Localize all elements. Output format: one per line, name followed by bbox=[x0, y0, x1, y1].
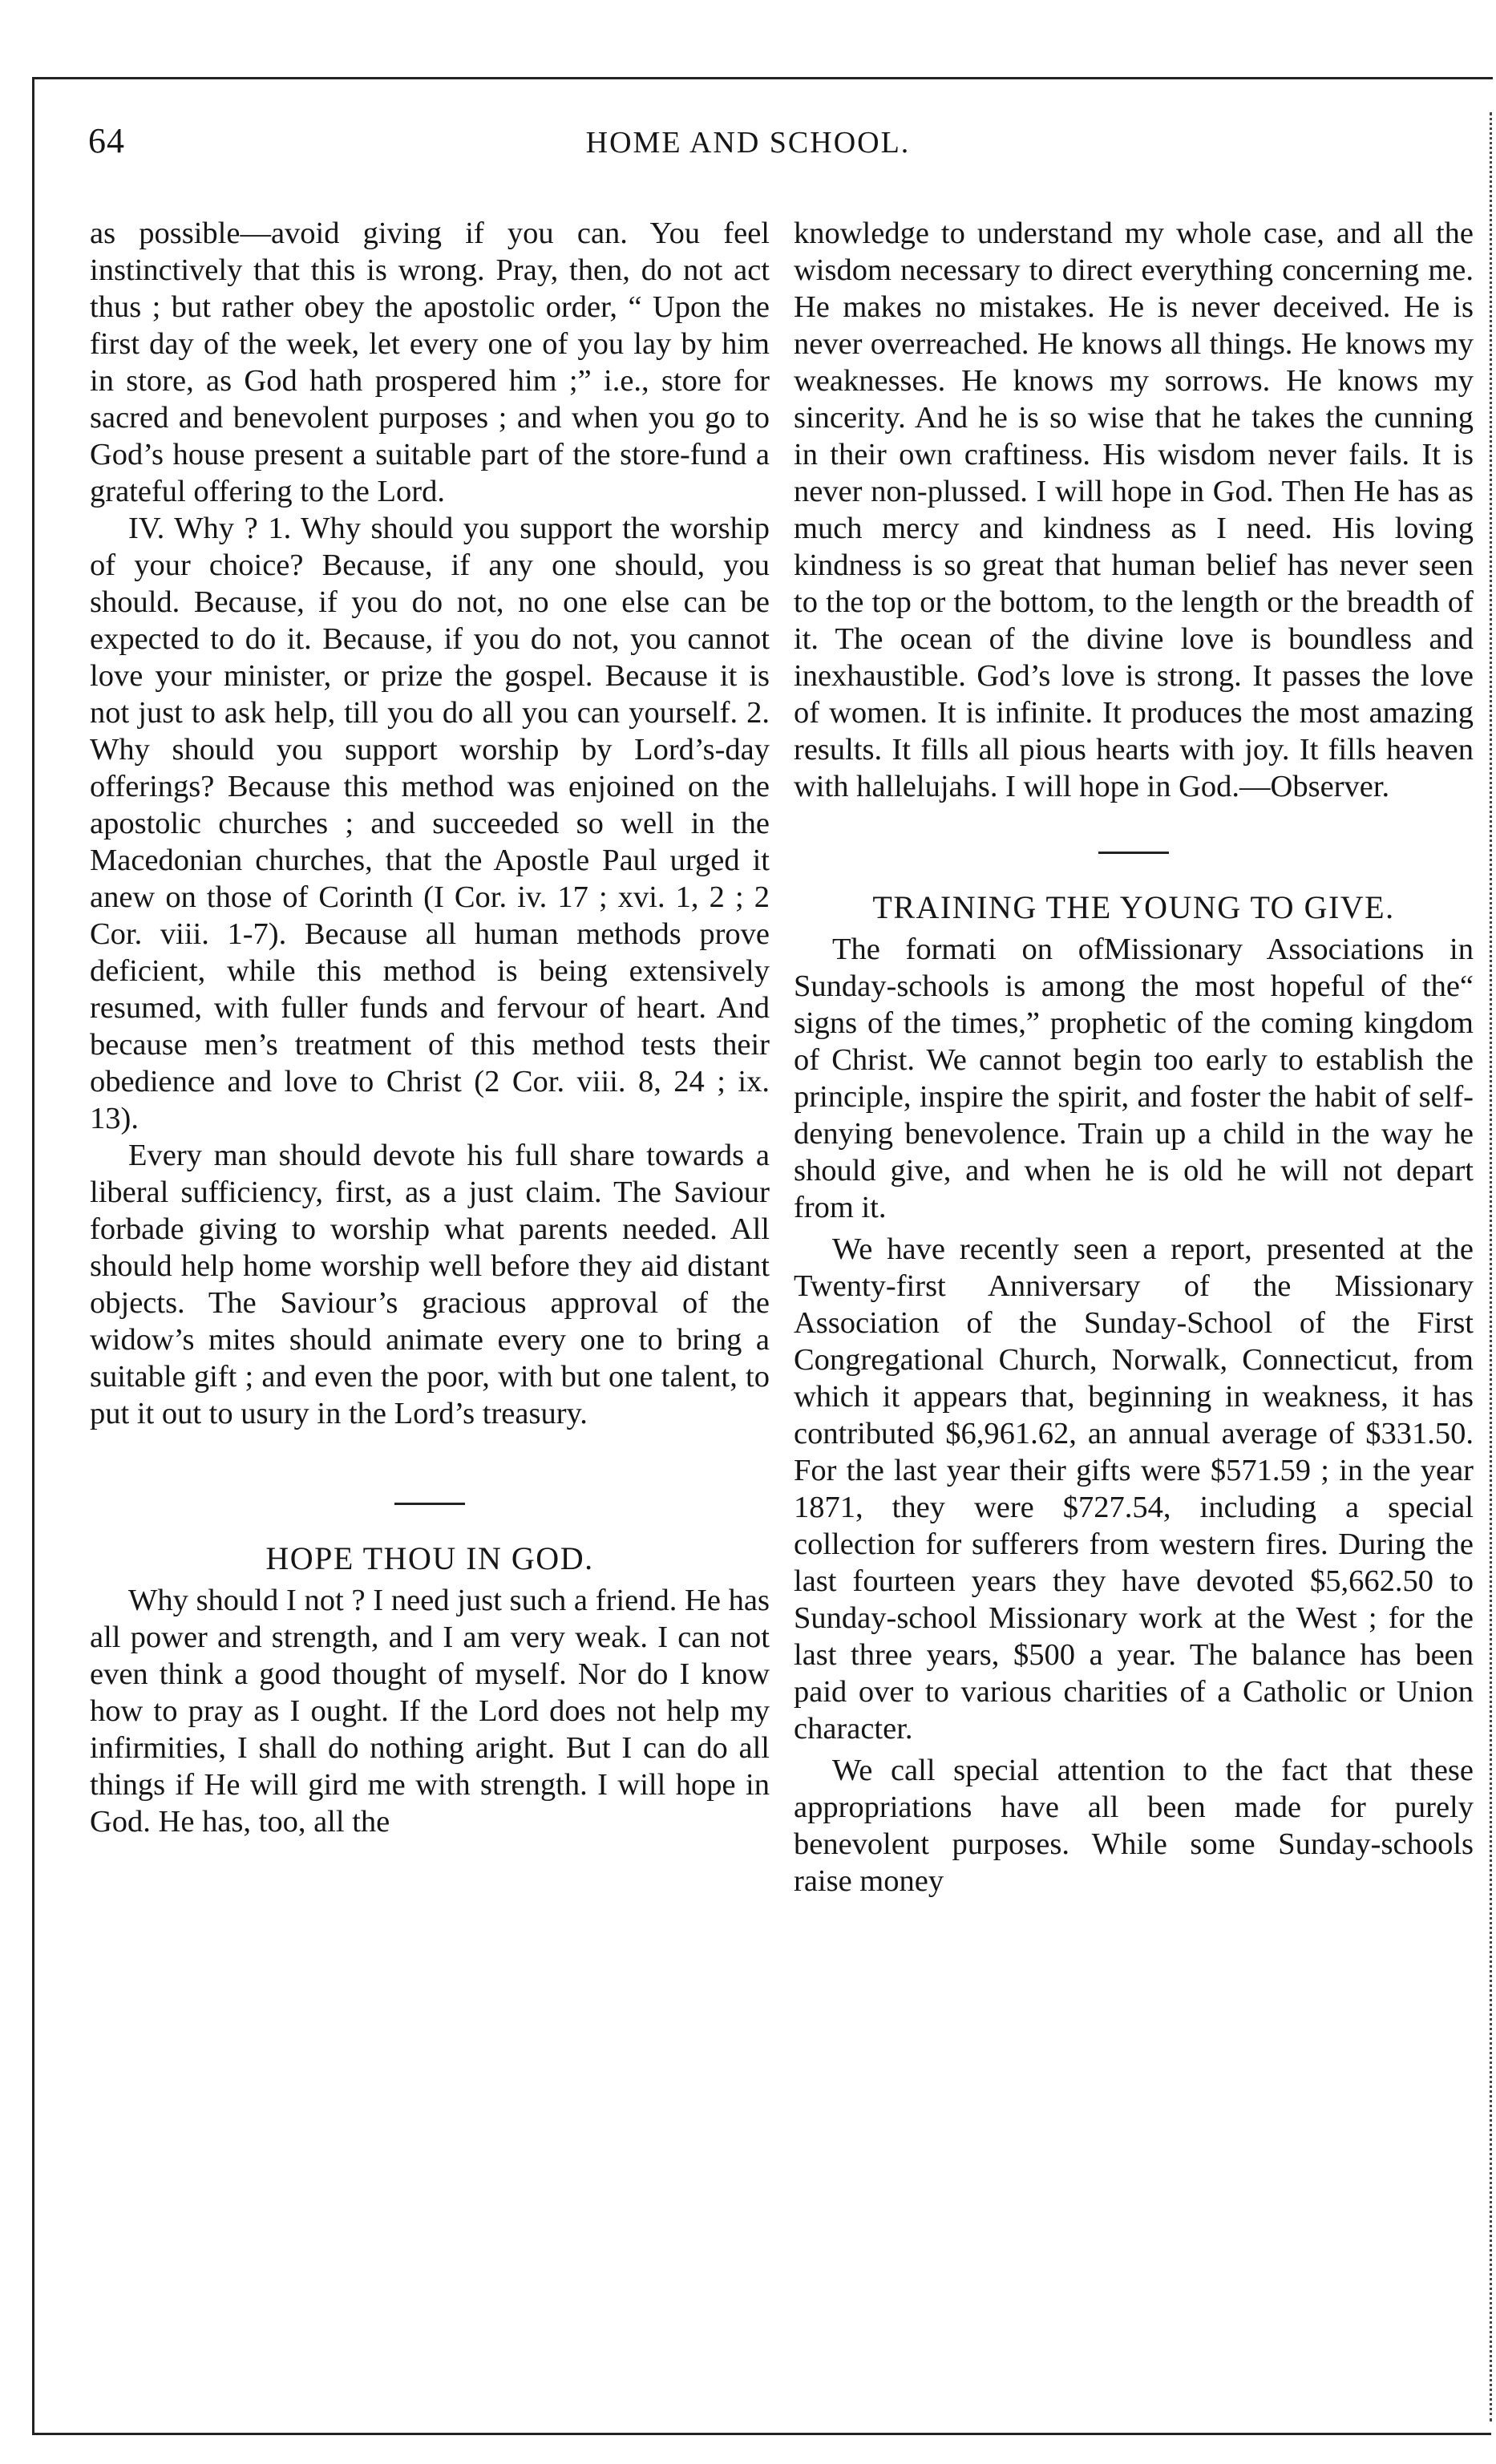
page-header bbox=[0, 120, 1496, 168]
paragraph-knowledge-hope-in-god: knowledge to understand my whole case, and all the wisdom necessary to direct everything concerning me. He makes no mistakes. He is never deceived. He is never overreached. He knows all things. He knows my weaknesses. He knows my sorrows. He knows my sincerity. And he is so wise that he takes the cunning in their own craftiness. His wisdom never fails. It is never non-plussed. I will hope in God. Then He has as much mercy and kindness as I need. His loving kindness is so great that human belief has never seen to the top or the bottom, to the length or the breadth of it. The ocean of the divine love is boundless and inexhaustible. God’s love is strong. It passes the love of women. It is infinite. It produces the most amazing results. It fills all pious hearts with joy. It fills heaven with hallelujahs. I will hope in God.—Observer. bbox=[794, 216, 1474, 803]
spacer bbox=[90, 1432, 770, 1503]
paragraph-special-attention: We call special attention to the fact that these appropriations have all been made for purely benevolent purposes. While some Sunday-schools raise money bbox=[794, 1754, 1474, 1898]
spacer bbox=[794, 854, 1474, 889]
page-border-bottom bbox=[32, 2433, 1491, 2435]
paragraph-why-should-i-not: Why should I not ? I need just such a friend. He has all power and strength, and I am very weak. I can not even think a good thought of myself. Nor do I know how to pray as I ought. If the Lord does not help my infirmities, I shall do nothing aright. But I can do all things if He will gird me with strength. I will hope in God. He has, too, all the bbox=[90, 1584, 770, 1839]
section-title-training-the-young: TRAINING THE YOUNG TO GIVE. bbox=[872, 889, 1395, 925]
page-border-right bbox=[1490, 112, 1492, 2422]
paragraph-norwalk-report: We have recently seen a report, presented at the Twenty-first Anniversary of the Missionary Association of the Sunday-School of the First Congregational Church, Norwalk, Connecticut, from which it appears that, beginning in weakness, it has contributed $6,961.62, an annual average of $331.50. For the last year their gifts were $571.59 ; in the year 1871, they were $727.54, including a special collection for sufferers from western fires. During the last fourteen years they have devoted $5,662.50 to Sunday-school Missionary work at the West ; for the last three years, $500 a year. The balance has been paid over to various charities of a Catholic or Union character. bbox=[794, 1232, 1474, 1746]
left-column bbox=[90, 215, 770, 1840]
paragraph-every-man-should-devote: Every man should devote his full share towards a liberal sufficiency, first, as a just claim. The Saviour forbade giving to worship what parents needed. All should help home worship well before they aid distant objects. The Saviour’s gracious approval of the widow’s mites should animate every one to bring a suitable gift ; and even the poor, with but one talent, to put it out to usury in the Lord’s treasury. bbox=[90, 1139, 770, 1430]
running-title: HOME AND SCHOOL. bbox=[585, 126, 911, 160]
paragraph-giving-advice: as possible—avoid giving if you can. You feel instinctively that this is wrong. Pray, then, do not act thus ; but rather obey the apostolic order, “ Upon the first day of the week, let every one of you lay by him in store, as God hath prospered him ;” i.e., store for sacred and benevolent purposes ; and when you go to God’s house present a suitable part of the store-fund a grateful offering to the Lord. bbox=[90, 216, 770, 508]
paragraph-missionary-associations: The formati on ofMissionary Associations in Sunday-schools is among the most hopeful of the“ signs of the times,” prophetic of the coming kingdom of Christ. We cannot begin too early to establish the principle, inspire the spirit, and foster the habit of self-denying benevolence. Train up a child in the way he should give, and when he is old he will not depart from it. bbox=[794, 933, 1474, 1224]
paragraph-why-support-worship: IV. Why ? 1. Why should you support the worship of your choice? Because, if any one should, you should. Because, if you do not, no one else can be expected to do it. Because, if you do not, you cannot love your minister, or prize the gospel. Because it is not just to ask help, till you do all you can yourself. 2. Why should you support worship by Lord’s-day offerings? Because this method was enjoined on the apostolic churches ; and succeeded so well in the Macedonian churches, that the Apostle Paul urged it anew on those of Corinth (I Cor. iv. 17 ; xvi. 1, 2 ; 2 Cor. viii. 1-7). Because all human methods prove deficient, while this method is being extensively resumed, with fuller funds and fervour of heart. And because men’s treatment of this method tests their obedience and love to Christ (2 Cor. viii. 8, 24 ; ix. 13). bbox=[90, 512, 770, 1135]
right-column bbox=[794, 215, 1474, 1900]
page-number: 64 bbox=[88, 121, 125, 160]
section-title-hope-thou-in-god: HOPE THOU IN GOD. bbox=[265, 1540, 594, 1576]
spacer bbox=[794, 805, 1474, 852]
page-border-top bbox=[34, 77, 1493, 79]
page-border-left bbox=[32, 77, 34, 2434]
spacer bbox=[90, 1505, 770, 1540]
